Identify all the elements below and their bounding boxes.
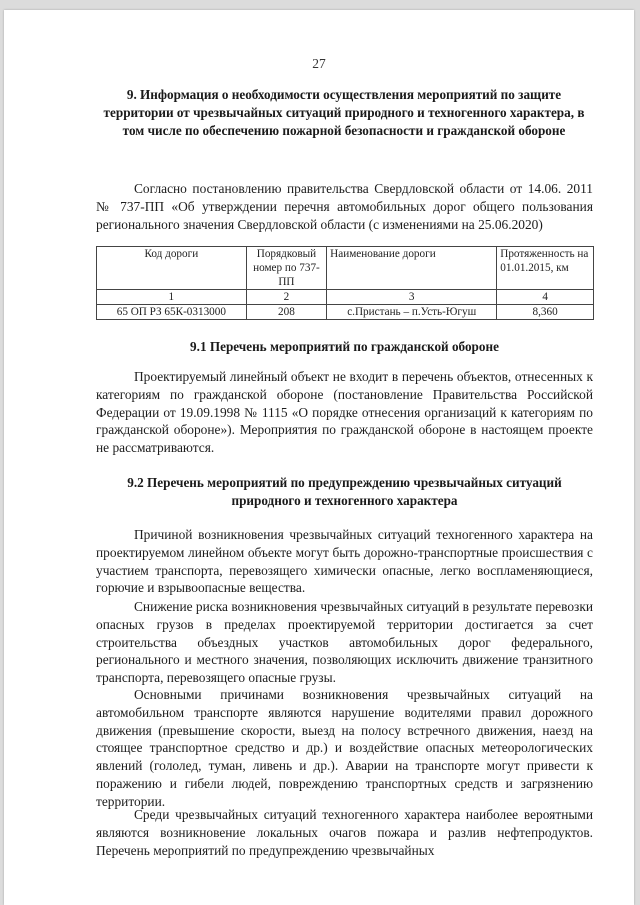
road-length-cell: 8,360 [497,305,594,320]
road-name-cell: с.Пристань – п.Усть-Югуш [327,305,497,320]
road-table [96,246,594,320]
road-table-header-number: Порядковый номер по 737-ПП [246,247,326,290]
section-9-intro-paragraph: Согласно постановлению правительства Свердловской области от 14.06. 2011 № 737-ПП «Об утверждении перечня автомобильных дорог общего пользования регионального значения Свердловской области (с изменениями на 25.06.2020) [96,181,593,232]
road-table-header-length: Протяженность на 01.01.2015, км [497,247,594,290]
section-9-2-heading: 9.2 Перечень мероприятий по предупреждению чрезвычайных ситуаций природного и техногенного характера [127,475,562,508]
section-9-heading: 9. Информация о необходимости осуществления мероприятий по защите территории от чрезвычайных ситуаций природного и техногенного характера, в том числе по обеспечению пожарной безопасности и гражданской обороне [103,87,585,138]
road-table-column-number: 2 [246,290,326,305]
section-9-2-paragraph-2: Снижение риска возникновения чрезвычайных ситуаций в результате перевозки опасных грузов в пределах проектируемой территории достигается за счет строительства объездных участков автомобильных дорог федерального, регионального и местного значения, позволяющих исключить движение транзитного транспорта, перевозящего опасные грузы. [96,599,593,686]
road-table-column-number: 1 [97,290,247,305]
road-number-cell: 208 [246,305,326,320]
document-page [4,10,634,905]
section-9-1-paragraph: Проектируемый линейный объект не входит в перечень объектов, отнесенных к категориям по гражданской обороне (постановление Правительства Российской Федерации от 19.09.1998 № 1115 «О порядке отнесения организаций к категориям по гражданской обороне»). Мероприятия по гражданской обороне в настоящем проекте не рассматриваются. [96,369,593,456]
table-row [97,305,594,320]
road-code-cell: 65 ОП РЗ 65К-0313000 [97,305,247,320]
road-table-header-name: Наименование дороги [327,247,497,290]
road-table-header-row [97,247,594,290]
road-table-column-number: 3 [327,290,497,305]
section-9-2-paragraph-3: Основными причинами возникновения чрезвычайных ситуаций на автомобильном транспорте являются нарушение водителями правил дорожного движения (превышение скорости, выезд на полосу встречного движения, наезд на стоящее транспортное средство и др.) и воздействие опасных метеорологических явлений (гололед, туман, ливень и др.). Аварии на транспорте могут привести к поражению и гибели людей, повреждению транспортных средств и загрязнению территории. [96,687,593,809]
section-9-2-paragraph-4: Среди чрезвычайных ситуаций техногенного характера наиболее вероятными являются возникновение локальных очагов пожара и разлив нефтепродуктов. Перечень мероприятий по предупреждению чрезвычайных [96,807,593,858]
road-table-column-number-row [97,290,594,305]
road-table-column-number: 4 [497,290,594,305]
page-number: 27 [312,56,326,71]
section-9-1-heading: 9.1 Перечень мероприятий по гражданской обороне [190,339,499,354]
road-table-header-code: Код дороги [97,247,247,290]
section-9-2-paragraph-1: Причиной возникновения чрезвычайных ситуаций техногенного характера на проектируемом линейном объекте могут быть дорожно-транспортные происшествия с участием транспорта, перевозящего химически опасные, легко воспламеняющиеся, горючие и взрывоопасные вещества. [96,527,593,596]
